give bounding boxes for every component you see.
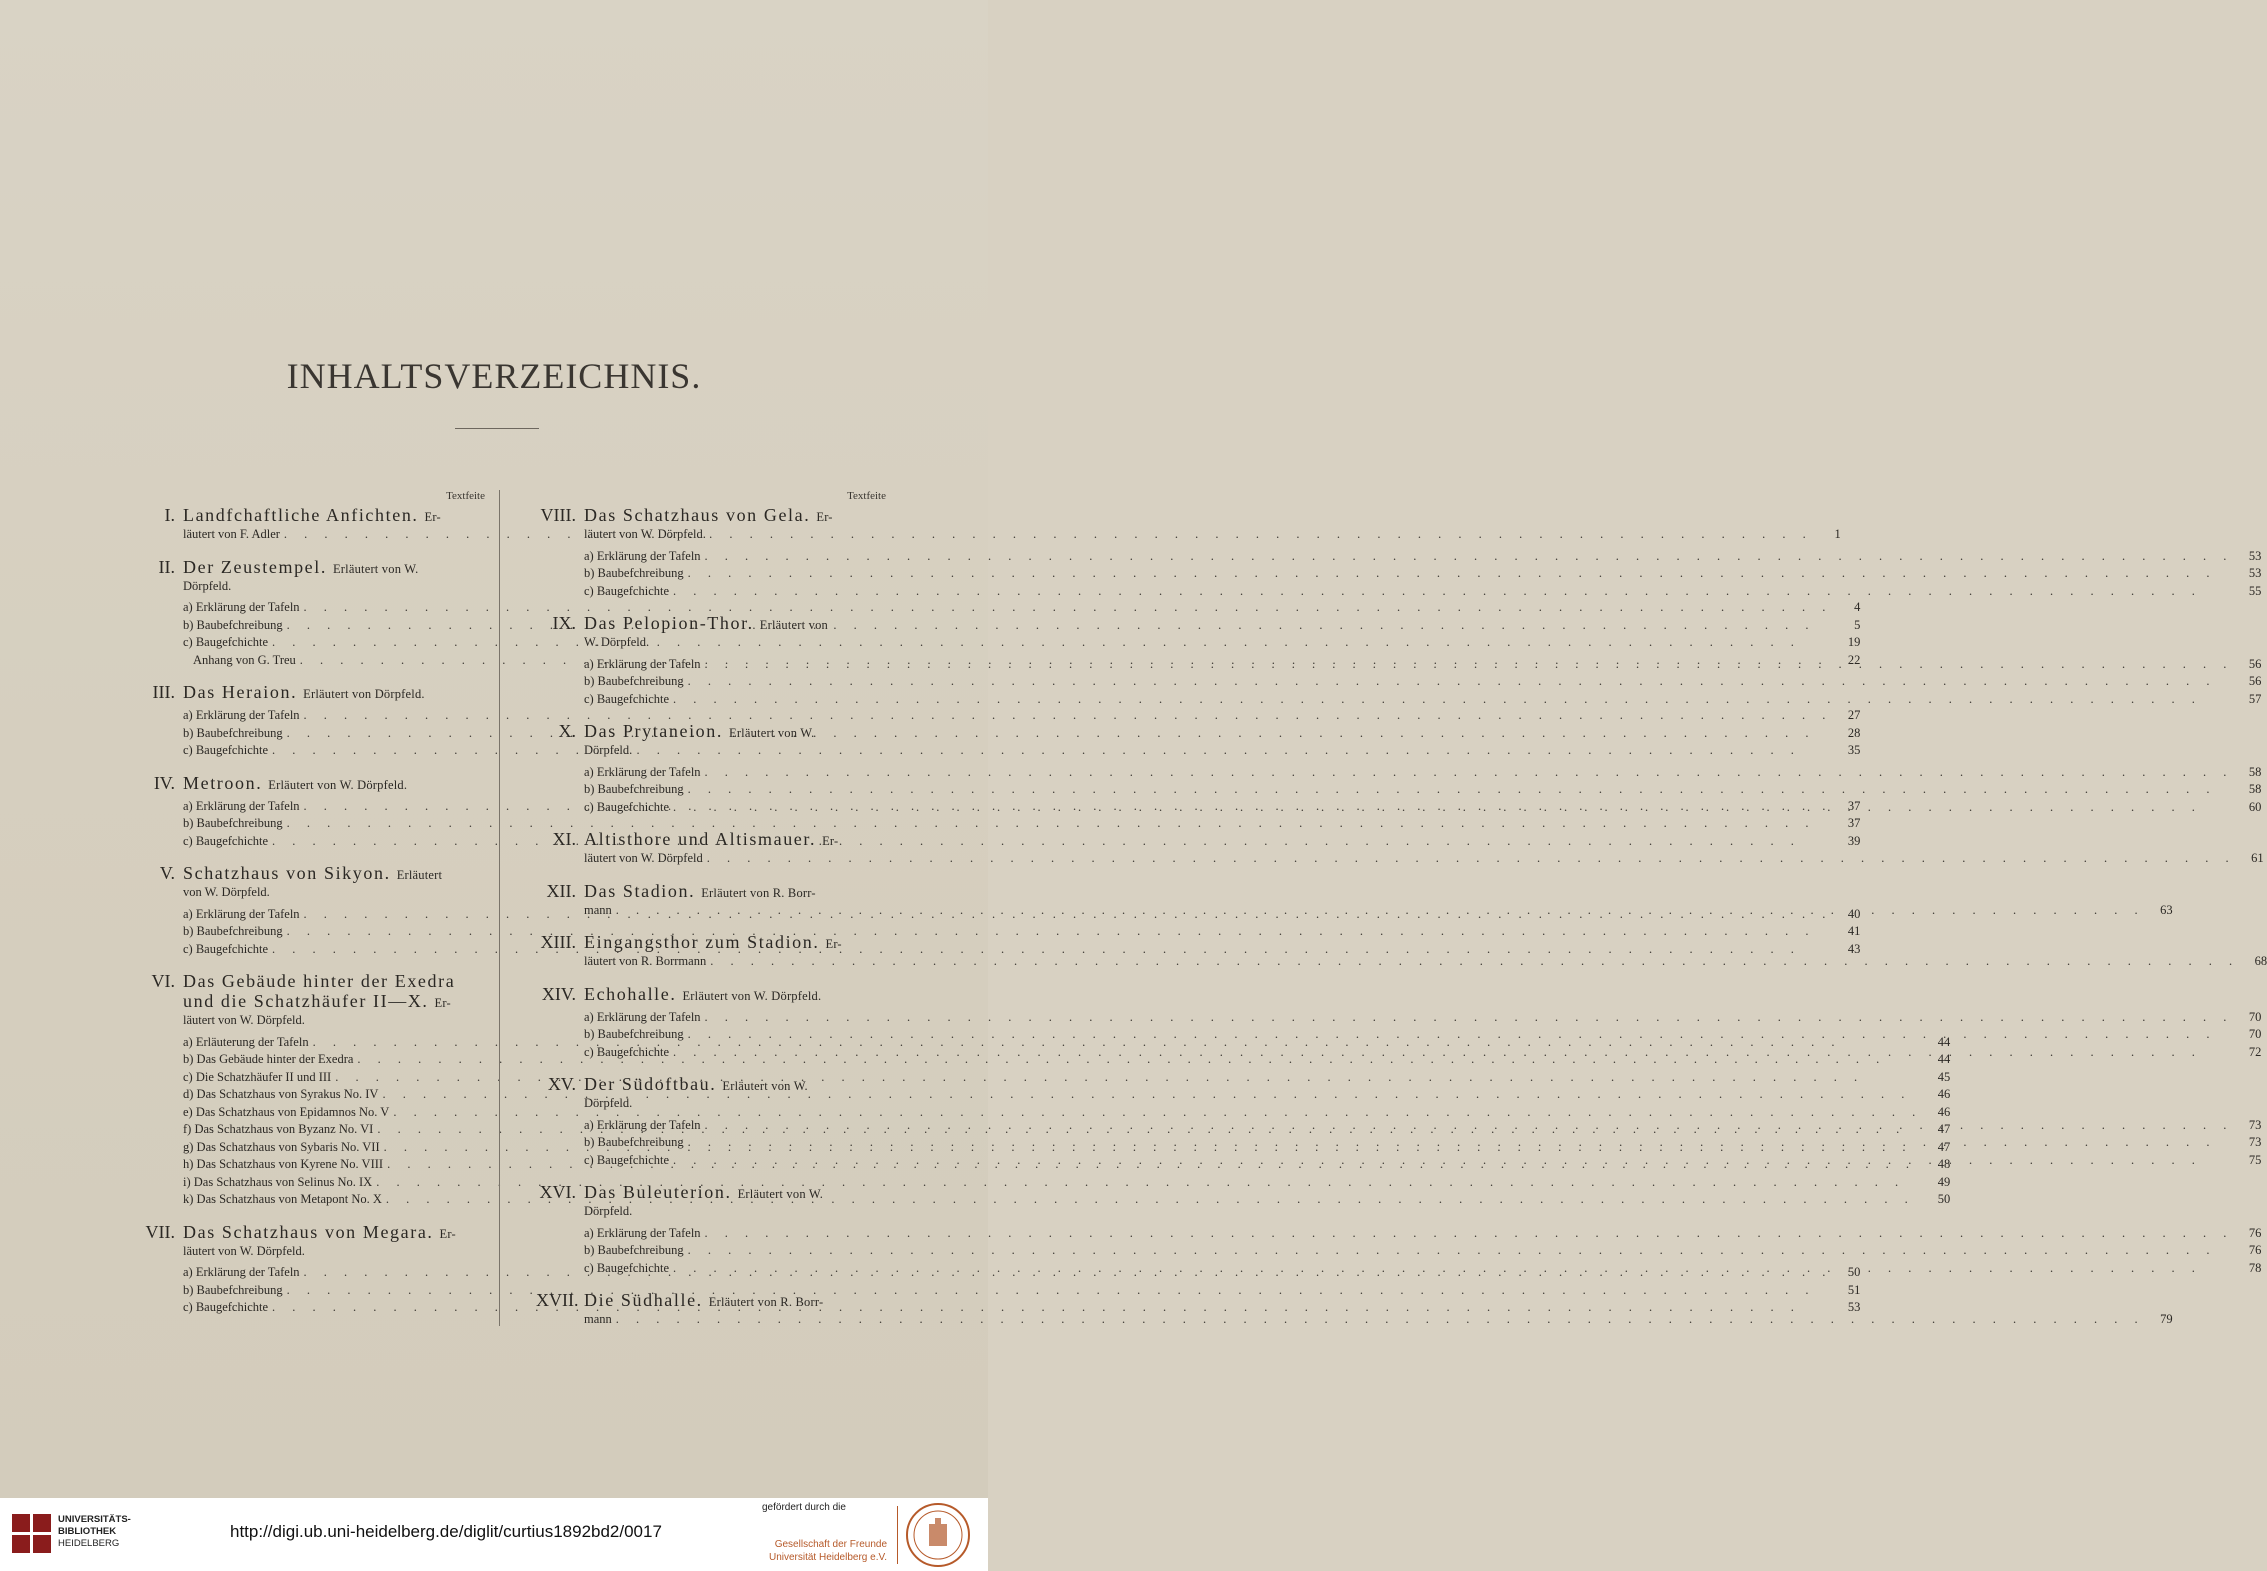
section-title-line xyxy=(584,985,2261,1005)
subsection-entry[interactable] xyxy=(584,799,2261,817)
subsection-entry[interactable] xyxy=(584,583,2261,601)
page-number[interactable]: 4 xyxy=(1854,600,1861,614)
section-numeral: II. xyxy=(158,556,175,577)
subsection-entry[interactable] xyxy=(584,1152,2261,1170)
leader-dots xyxy=(688,1242,2234,1260)
leader-dots xyxy=(673,799,2233,817)
subsection-label: h) Das Schatzhaus von Kyrene No. VIII xyxy=(183,1157,384,1171)
page-number[interactable]: 46 xyxy=(1937,1104,1951,1119)
leader-dots xyxy=(673,1152,2233,1170)
section-body xyxy=(584,830,2264,868)
subsection-entry[interactable] xyxy=(584,1026,2261,1044)
section-body xyxy=(584,985,2261,1062)
subsection-label: b) Baubefchreibung xyxy=(183,816,283,830)
section-author-continued xyxy=(584,634,2261,652)
page-number[interactable]: 5 xyxy=(1854,617,1861,632)
leader-dots xyxy=(705,764,2234,782)
library-name-line3: HEIDELBERG xyxy=(58,1538,120,1549)
section-title-line xyxy=(584,1291,2173,1311)
subsection-label: a) Erklärung der Tafeln xyxy=(183,1265,300,1279)
section-author-continued xyxy=(584,1203,2261,1221)
textfeite-label-right: Textfeite xyxy=(847,490,886,502)
section-numeral: XII. xyxy=(546,880,576,901)
page-number[interactable]: 1 xyxy=(1834,527,1841,541)
toc-section xyxy=(536,505,2262,600)
society-name xyxy=(762,1538,887,1564)
page-number[interactable]: 19 xyxy=(1847,635,1861,649)
footer-divider xyxy=(897,1506,898,1564)
page-number[interactable]: 44 xyxy=(1937,1052,1951,1066)
leader-dots xyxy=(705,1117,2234,1135)
leader-dots xyxy=(688,781,2234,799)
section-title-line xyxy=(584,506,2261,526)
subsection-label: b) Das Gebäude hinter der Exedra xyxy=(183,1052,354,1066)
subsection-label: c) Baugefchichte xyxy=(584,1152,670,1167)
section-author-text: mann xyxy=(584,1312,612,1326)
section-author: Erläutert xyxy=(396,868,443,882)
section-title-line xyxy=(584,1075,2261,1095)
subsection-entry[interactable] xyxy=(584,548,2261,566)
page-number[interactable]: 53 xyxy=(1847,1300,1861,1314)
section-author: Er- xyxy=(434,996,451,1010)
section-title-line xyxy=(584,882,2173,902)
section-author-text: läutert von W. Dörpfeld. xyxy=(183,1243,305,1258)
page-number[interactable]: 76 xyxy=(2248,1225,2262,1240)
page-number[interactable]: 56 xyxy=(2248,674,2262,688)
subsection-label: b) Baubefchreibung xyxy=(584,1027,684,1041)
page-number[interactable]: 61 xyxy=(2251,851,2264,865)
section-author-text: läutert von W. Dörpfeld xyxy=(584,851,703,865)
library-name-line1: UNIVERSITÄTS- xyxy=(58,1514,131,1525)
leader-dots xyxy=(673,691,2233,709)
page-number[interactable]: 39 xyxy=(1847,833,1861,848)
page-number[interactable]: 75 xyxy=(2248,1152,2262,1167)
section-author-continued xyxy=(584,526,2261,544)
section-numeral: XV. xyxy=(547,1074,576,1094)
subsection-entry[interactable] xyxy=(584,565,2261,583)
section-title[interactable]: Echohalle. xyxy=(584,983,677,1004)
page-number[interactable]: 63 xyxy=(2160,902,2173,917)
library-name xyxy=(58,1514,131,1550)
section-body xyxy=(584,1291,2173,1329)
subsection-label: a) Erklärung der Tafeln xyxy=(183,600,300,614)
subsection-label: b) Baubefchreibung xyxy=(183,924,283,938)
subsection-entry[interactable] xyxy=(584,1134,2261,1152)
section-numeral: VII. xyxy=(145,1221,175,1242)
funded-by-label: gefördert durch die xyxy=(762,1502,846,1513)
section-heading xyxy=(536,505,2262,600)
subsection-label: b) Baubefchreibung xyxy=(183,617,283,632)
page-number[interactable]: 56 xyxy=(2248,656,2262,671)
page-number[interactable]: 78 xyxy=(2248,1260,2262,1275)
section-numeral: XVII. xyxy=(536,1290,579,1310)
page-number[interactable]: 57 xyxy=(2248,691,2262,706)
subsection-label: b) Baubefchreibung xyxy=(584,1243,684,1257)
page-number[interactable]: 73 xyxy=(2248,1117,2262,1132)
section-author-continued xyxy=(584,1095,2261,1113)
section-numeral: I. xyxy=(164,505,175,525)
section-title[interactable]: Das Buleuterion. xyxy=(584,1182,732,1202)
page-number[interactable]: 53 xyxy=(2248,548,2262,563)
section-author: Erläutert von W. xyxy=(332,561,419,576)
subsection-label: c) Baugefchichte xyxy=(584,1044,670,1059)
section-author-continued xyxy=(584,850,2264,868)
subsection-label: c) Baugefchichte xyxy=(183,743,269,757)
leader-dots xyxy=(673,583,2233,601)
leader-dots xyxy=(688,1134,2234,1152)
page-number[interactable]: 47 xyxy=(1937,1122,1951,1136)
subsection-entry[interactable] xyxy=(584,1225,2261,1243)
section-numeral: XI. xyxy=(552,829,576,849)
section-author: Erläutert von W. Dörpfeld. xyxy=(268,777,408,792)
section-title-line xyxy=(584,722,2261,742)
section-title[interactable]: Der Zeustempel. xyxy=(183,556,327,577)
section-author: Er- xyxy=(424,510,441,524)
section-author: Erläutert von W. Dörpfeld. xyxy=(682,988,822,1003)
column-divider xyxy=(499,490,500,1326)
section-title[interactable]: Das Pelopion-Thor. xyxy=(584,613,754,633)
subsection-label: c) Baugefchichte xyxy=(183,833,269,848)
section-numeral: XVI. xyxy=(539,1182,576,1202)
section-numeral: VI. xyxy=(151,971,175,991)
page-number[interactable]: 76 xyxy=(2248,1243,2262,1257)
page-number[interactable]: 70 xyxy=(2248,1009,2262,1024)
subsection-entry[interactable] xyxy=(584,1044,2261,1062)
section-numeral: III. xyxy=(152,682,175,702)
section-title[interactable]: Schatzhaus von Sikyon. xyxy=(183,863,391,883)
section-title-line xyxy=(584,830,2264,850)
subsection-entry[interactable] xyxy=(584,1260,2261,1278)
page-number[interactable]: 27 xyxy=(1847,708,1861,722)
section-author-text: Dörpfeld. xyxy=(584,1204,633,1218)
section-title[interactable]: Landfchaftliche Anfichten. xyxy=(183,505,419,525)
subsection-list xyxy=(584,1117,2261,1170)
section-author-text: Dörpfeld. xyxy=(584,743,633,757)
section-author-text: Dörpfeld. xyxy=(584,1096,633,1110)
page-number[interactable]: 53 xyxy=(2248,566,2262,580)
section-author-text: läutert von R. Borrmann xyxy=(584,954,707,968)
section-title[interactable]: Die Südhalle. xyxy=(584,1290,703,1310)
subsection-label: a) Erklärung der Tafeln xyxy=(584,548,701,563)
leader-dots xyxy=(705,1225,2234,1243)
page-number[interactable]: 72 xyxy=(2248,1044,2262,1059)
page-number[interactable]: 47 xyxy=(1937,1139,1951,1154)
page-number[interactable]: 70 xyxy=(2248,1027,2262,1041)
page-number[interactable]: 28 xyxy=(1847,725,1861,740)
page-number[interactable]: 37 xyxy=(1847,816,1861,830)
subsection-entry[interactable] xyxy=(584,1242,2261,1260)
subsection-label: b) Baubefchreibung xyxy=(584,674,684,688)
section-author-text: läutert von W. Dörpfeld. xyxy=(584,527,706,541)
section-title-line xyxy=(584,1183,2261,1203)
subsection-label: b) Baubefchreibung xyxy=(183,1282,283,1297)
subsection-list xyxy=(584,548,2261,601)
section-numeral: X. xyxy=(558,721,576,741)
subsection-label: d) Das Schatzhaus von Syrakus No. IV xyxy=(183,1087,379,1101)
subsection-label: a) Erklärung der Tafeln xyxy=(183,906,300,921)
page-number[interactable]: 50 xyxy=(1937,1192,1951,1206)
subsection-entry[interactable] xyxy=(584,673,2261,691)
subsection-label: i) Das Schatzhaus von Selinus No. IX xyxy=(183,1174,373,1189)
subsection-label: c) Baugefchichte xyxy=(584,583,670,598)
section-author: Erläutert von W. xyxy=(722,1079,808,1093)
leader-dots xyxy=(616,902,2145,920)
leader-dots xyxy=(705,656,2234,674)
section-body xyxy=(584,722,2261,816)
section-title[interactable]: Das Schatzhaus von Megara. xyxy=(183,1221,434,1242)
section-author-text: W. Dörpfeld. xyxy=(584,635,650,649)
section-body xyxy=(584,1075,2261,1169)
subsection-list xyxy=(584,656,2261,709)
section-author: Erläutert von R. Borr- xyxy=(708,1295,824,1309)
university-seal-icon xyxy=(905,1502,971,1568)
subsection-list xyxy=(584,1009,2261,1062)
section-author: Er- xyxy=(825,937,842,951)
subsection-label: a) Erklärung der Tafeln xyxy=(584,1225,701,1240)
subsection-label: g) Das Schatzhaus von Sybaris No. VII xyxy=(183,1139,380,1154)
leader-dots xyxy=(616,1311,2145,1329)
page-number[interactable]: 55 xyxy=(2248,583,2262,598)
section-title[interactable]: Der Südoftbau. xyxy=(584,1074,717,1094)
section-author-continued xyxy=(584,742,2261,760)
document-url[interactable]: http://digi.ub.uni-heidelberg.de/diglit/curtius1892bd2/0017 xyxy=(230,1522,662,1541)
subsection-label: c) Baugefchichte xyxy=(183,941,269,956)
leader-dots xyxy=(688,673,2234,691)
section-title-line xyxy=(584,614,2261,634)
page-number[interactable]: 73 xyxy=(2248,1135,2262,1149)
subsection-label: c) Die Schatzhäufer II und III xyxy=(183,1069,332,1084)
subsection-list xyxy=(584,1225,2261,1278)
page-number[interactable]: 43 xyxy=(1847,941,1861,956)
section-author-continued xyxy=(584,1311,2173,1329)
section-body xyxy=(584,933,2267,971)
page-number[interactable]: 79 xyxy=(2160,1312,2173,1326)
page-number[interactable]: 41 xyxy=(1847,924,1861,938)
page-number[interactable]: 68 xyxy=(2254,954,2267,968)
section-title[interactable]: Altisthore und Altismauer. xyxy=(584,829,817,849)
section-numeral: V. xyxy=(159,863,175,883)
section-author: Er- xyxy=(439,1226,456,1241)
subsection-label: c) Baugefchichte xyxy=(584,691,670,706)
subsection-label: b) Baubefchreibung xyxy=(183,725,283,740)
leader-dots xyxy=(688,565,2234,583)
textfeite-label-left: Textfeite xyxy=(446,490,485,502)
page-title: INHALTSVERZEICHNIS. xyxy=(286,356,702,396)
page-number[interactable]: 37 xyxy=(1847,798,1861,813)
page-number[interactable]: 60 xyxy=(2248,799,2262,814)
page-number[interactable]: 58 xyxy=(2248,764,2262,779)
page-number[interactable]: 45 xyxy=(1937,1069,1951,1084)
section-author: Erläutert von Dörpfeld. xyxy=(303,687,425,701)
section-author: Er- xyxy=(822,834,839,848)
subsection-list xyxy=(584,764,2261,817)
section-title[interactable]: Das Stadion. xyxy=(584,880,696,901)
section-body xyxy=(584,882,2173,920)
page-number[interactable]: 48 xyxy=(1937,1157,1951,1171)
footer-bar xyxy=(0,1498,988,1571)
section-author-text: mann xyxy=(584,902,612,917)
subsection-label: a) Erläuterung der Tafeln xyxy=(183,1034,309,1049)
section-title-continued[interactable]: und die Schatzhäufer II—X. xyxy=(183,991,429,1011)
society-name-line1: Gesellschaft der Freunde xyxy=(774,1539,887,1550)
title-rule xyxy=(455,428,539,429)
page-number[interactable]: 40 xyxy=(1847,906,1861,921)
university-library-logo-icon xyxy=(12,1514,52,1554)
section-author-text: von W. Dörpfeld. xyxy=(183,885,270,899)
subsection-entry[interactable] xyxy=(584,781,2261,799)
society-name-line2: Universität Heidelberg e.V. xyxy=(768,1552,887,1563)
subsection-label: e) Das Schatzhaus von Epidamnos No. V xyxy=(183,1104,390,1119)
page-number[interactable]: 44 xyxy=(1937,1034,1951,1049)
section-author-text: Dörpfeld. xyxy=(183,578,232,593)
section-author: Er- xyxy=(816,510,833,524)
leader-dots xyxy=(673,1044,2233,1062)
subsection-label: c) Baugefchichte xyxy=(584,1260,670,1275)
section-author: Erläutert von xyxy=(759,618,828,632)
subsection-label: a) Erklärung der Tafeln xyxy=(183,708,300,722)
page-number[interactable]: 46 xyxy=(1937,1087,1951,1101)
page-number[interactable]: 51 xyxy=(1847,1282,1861,1297)
section-author-continued xyxy=(584,902,2173,920)
section-numeral: VIII. xyxy=(540,505,576,525)
library-name-line2: BIBLIOTHEK xyxy=(58,1526,117,1537)
section-title[interactable]: Das Prytaneion. xyxy=(584,721,723,741)
subsection-label: a) Erklärung der Tafeln xyxy=(183,798,300,813)
page-number[interactable]: 58 xyxy=(2248,782,2262,796)
page-number[interactable]: 50 xyxy=(1847,1265,1861,1279)
section-title[interactable]: Das Heraion. xyxy=(183,682,298,702)
leader-dots xyxy=(705,548,2234,566)
section-author: Erläutert von R. Borr- xyxy=(701,885,816,900)
section-body xyxy=(584,1183,2261,1277)
subsection-label: a) Erklärung der Tafeln xyxy=(584,764,701,779)
section-author-text: läutert von F. Adler xyxy=(183,527,280,541)
page-number[interactable]: 49 xyxy=(1937,1174,1951,1189)
leader-dots xyxy=(710,953,2239,971)
leader-dots xyxy=(705,1009,2234,1027)
section-author-continued xyxy=(584,953,2267,971)
subsection-label: c) Baugefchichte xyxy=(183,1300,269,1314)
section-numeral: IV. xyxy=(153,772,175,793)
subsection-label: a) Erklärung der Tafeln xyxy=(584,1009,701,1024)
page-number[interactable]: 35 xyxy=(1847,743,1861,757)
subsection-label: c) Baugefchichte xyxy=(183,635,269,649)
subsection-label: b) Baubefchreibung xyxy=(584,566,684,580)
subsection-entry[interactable] xyxy=(584,691,2261,709)
subsection-label: f) Das Schatzhaus von Byzanz No. VI xyxy=(183,1122,374,1136)
subsection-label: Anhang von G. Treu xyxy=(193,652,296,667)
leader-dots xyxy=(673,1260,2233,1278)
subsection-entry[interactable] xyxy=(584,1009,2261,1027)
subsection-entry[interactable] xyxy=(584,764,2261,782)
section-body xyxy=(584,614,2261,708)
subsection-label: c) Baugefchichte xyxy=(584,799,670,814)
leader-dots xyxy=(707,850,2236,868)
section-numeral: XIII. xyxy=(540,932,576,952)
section-numeral: XIV. xyxy=(541,983,576,1004)
subsection-entry[interactable] xyxy=(584,656,2261,674)
subsection-label: b) Baubefchreibung xyxy=(584,782,684,796)
section-title[interactable]: Das Schatzhaus von Gela. xyxy=(584,505,811,525)
subsection-label: b) Baubefchreibung xyxy=(584,1135,684,1149)
subsection-label: k) Das Schatzhaus von Metapont No. X xyxy=(183,1192,382,1206)
subsection-entry[interactable] xyxy=(584,1117,2261,1135)
section-title[interactable]: Das Gebäude hinter der Exedra xyxy=(183,971,456,991)
section-author: Erläutert von W. xyxy=(728,726,815,740)
subsection-label: a) Erklärung der Tafeln xyxy=(584,656,701,671)
page-number[interactable]: 22 xyxy=(1847,652,1861,667)
section-title[interactable]: Metroon. xyxy=(183,772,263,793)
section-numeral: IX. xyxy=(552,613,576,633)
section-author: Erläutert von W. xyxy=(737,1187,824,1201)
subsection-label: a) Erklärung der Tafeln xyxy=(584,1117,701,1132)
section-author-text: läutert von W. Dörpfeld. xyxy=(183,1013,305,1027)
section-body xyxy=(584,506,2261,600)
section-title[interactable]: Eingangsthor zum Stadion. xyxy=(584,932,820,952)
section-title-line xyxy=(584,933,2267,953)
leader-dots xyxy=(688,1026,2234,1044)
